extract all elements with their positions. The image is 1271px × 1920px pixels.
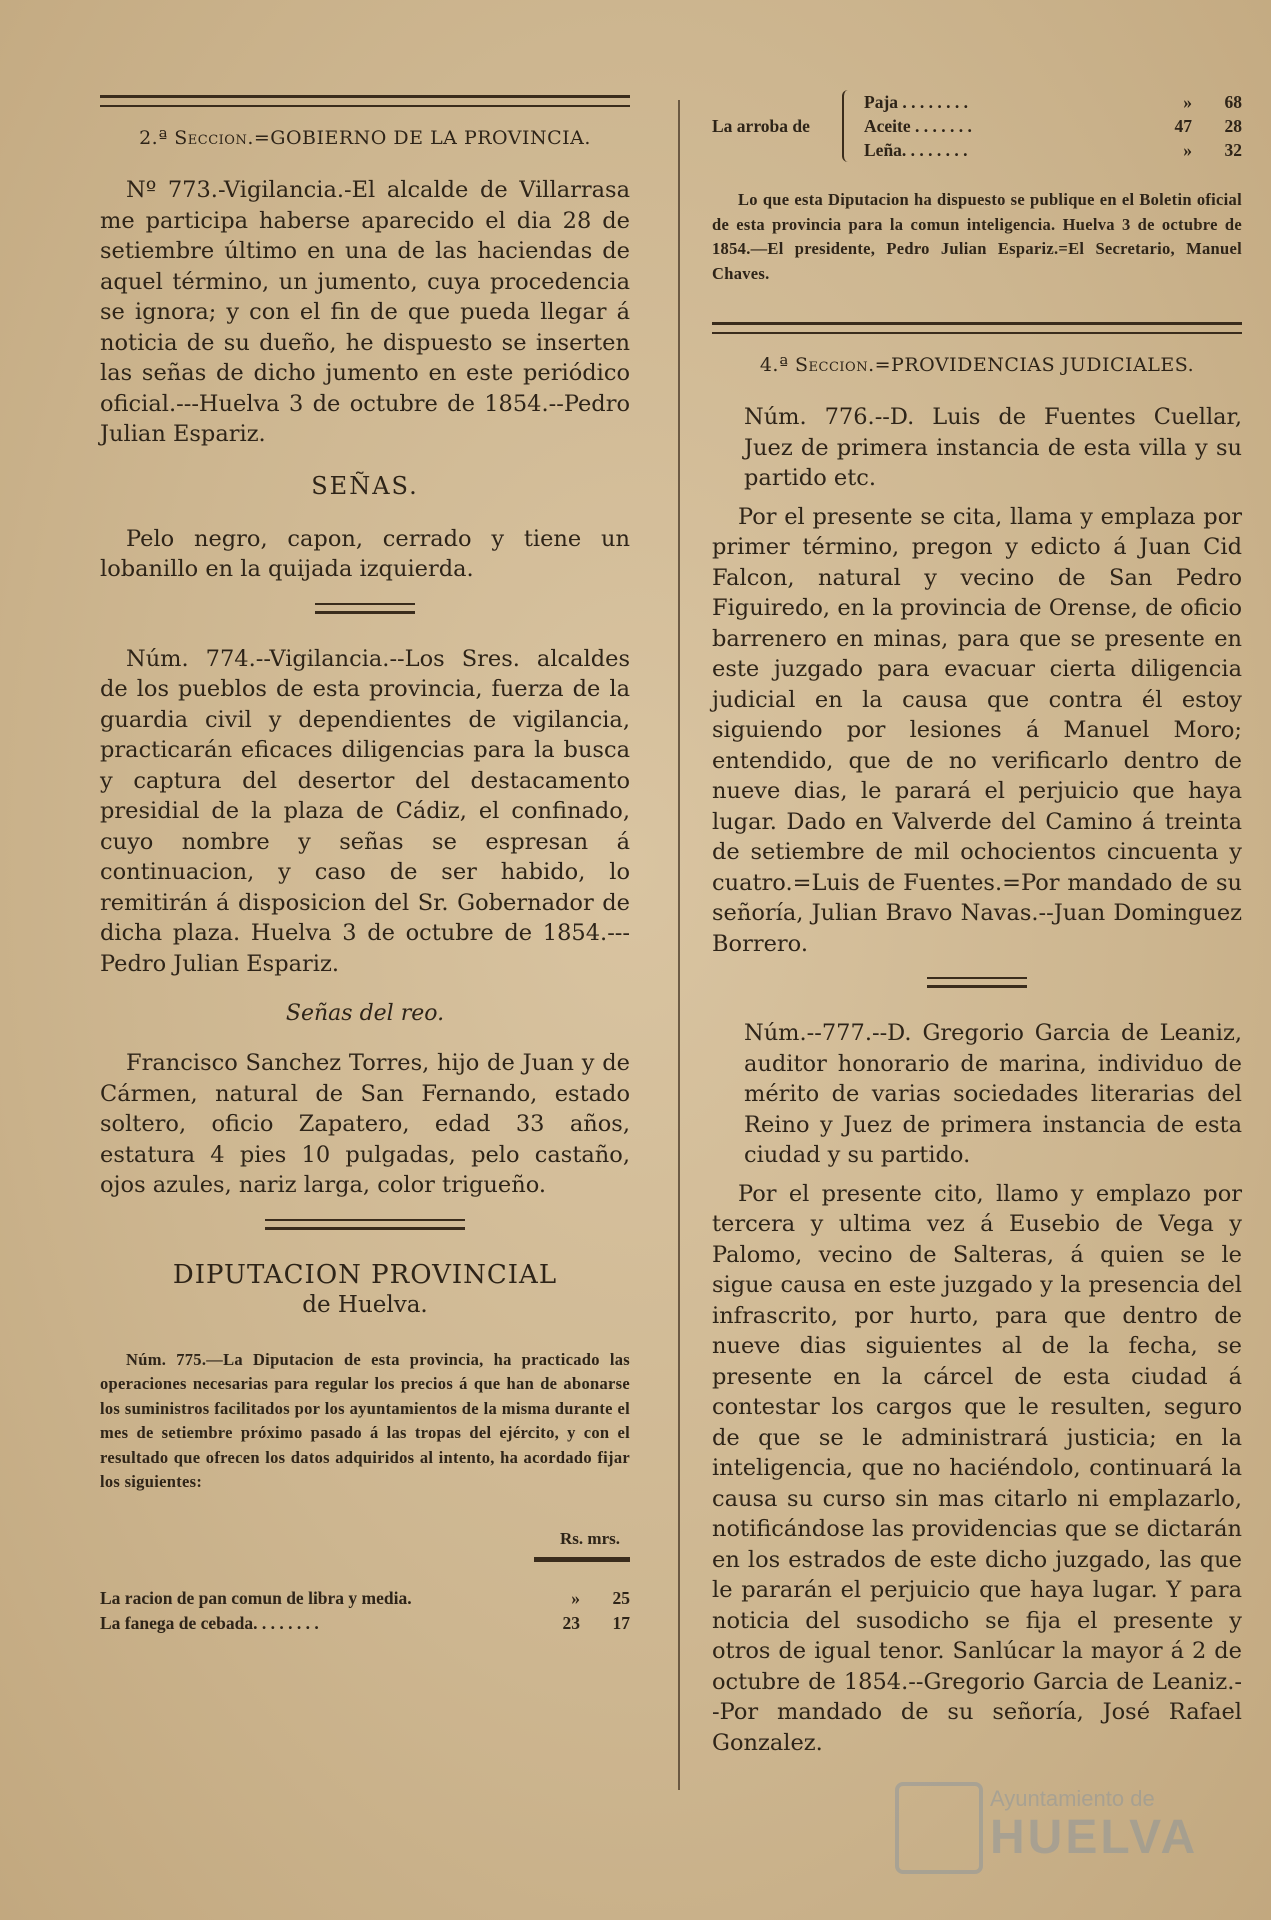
arroba-item-rs: » bbox=[1183, 92, 1192, 112]
arroba-row bbox=[864, 90, 1242, 114]
left-column bbox=[100, 95, 630, 1636]
reo-text: Francisco Sanchez Torres, hijo de Juan y de Cármen, natural de San Fernando, estado soltero, oficio Zapatero, edad 33 años, estatura 4 pies 10 pulgadas, pelo castaño, ojos azules, nariz larga, color trigueño. bbox=[100, 1050, 630, 1198]
arroba-item-mrs: 28 bbox=[1224, 116, 1242, 136]
section-heading-gobierno: 2.ª Seccion.=GOBIERNO DE LA PROVINCIA. bbox=[139, 127, 591, 149]
notice-776-body: Por el presente se cita, llama y emplaza por primer término, pregon y edicto á Juan Cid Falcon, natural y vecino de San Pedro Figuiredo, en la provincia de Orense, de oficio barrenero en minas, para que se presente en este juzgado para evacuar cierta diligencia judicial en la causa que contra él estoy siguiendo por lesiones á Manuel Moro; entendido, que de no verificarlo dentro de nueve dias, le parará el perjuicio que haya lugar. Dado en Valverde del Camino á treinta de setiembre de mil ochocientos cincuenta y cuatro.=Luis de Fuentes.=Por mandado de su señoría, Julian Bravo Navas.--Juan Dominguez Borrero. bbox=[712, 503, 1242, 957]
diputacion-title: DIPUTACION PROVINCIAL bbox=[172, 1259, 558, 1290]
notice-776-heading: Núm. 776.--D. Luis de Fuentes Cuellar, Juez de primera instancia de esta villa y su partido etc. bbox=[744, 404, 1242, 491]
senas-text: Pelo negro, capon, cerrado y tiene un lobanillo en la quijada izquierda. bbox=[100, 525, 630, 582]
notice-773: Nº 773.-Vigilancia.-El alcalde de Villarrasa me participa haberse aparecido el dia 28 de setiembre último en una de las haciendas de aquel término, un jumento, cuya procedencia se ignora; y con el fin de que pueda llegar á noticia de su dueño, he dispuesto se inserten las señas de dicho jumento en este periódico oficial.---Huelva 3 de octubre de 1854.--Pedro Julian Espariz. bbox=[100, 177, 630, 447]
watermark-line1: Ayuntamiento de bbox=[990, 1786, 1155, 1811]
archive-watermark bbox=[880, 1780, 1240, 1870]
notice-775: Núm. 775.—La Diputacion de esta provincia, ha practicado las operaciones necesarias para regular los precios á que han de abonarse los suministros facilitados por los ayuntamientos de la misma durante el mes de setiembre próximo pasado á las tropas del ejército, y con el resultado que ofrecen los datos adquiridos al intento, ha acordado fijar los siguientes: bbox=[100, 1349, 630, 1491]
price-rs: » bbox=[571, 1587, 580, 1608]
notice-777-heading: Núm.--777.--D. Gregorio Garcia de Leaniz, auditor honorario de marina, individuo de mérito de varias sociedades literarias del Reino y Juez de primera instancia de esta ciudad y su partido. bbox=[744, 1020, 1242, 1168]
diputacion-subtitle: de Huelva. bbox=[302, 1291, 428, 1318]
diputacion-note: Lo que esta Diputacion ha dispuesto se publique en el Boletin oficial de esta provincia para la comun inteligencia. Huelva 3 de octubre de 1854.—El presidente, Pedro Julian Espariz.=El Secretario, Manuel Chaves. bbox=[712, 190, 1242, 283]
arroba-item-mrs: 68 bbox=[1224, 92, 1242, 112]
senas-heading: SEÑAS. bbox=[311, 471, 419, 500]
watermark-line2: HUELVA bbox=[990, 1811, 1199, 1864]
rs-rule bbox=[534, 1557, 630, 1562]
rs-mrs-header: Rs. mrs. bbox=[560, 1528, 620, 1548]
arroba-label: La arroba de bbox=[712, 116, 810, 136]
brace bbox=[842, 90, 856, 162]
column-divider bbox=[678, 100, 680, 1790]
top-rule bbox=[100, 95, 630, 107]
arroba-price-table bbox=[712, 90, 1242, 162]
right-column bbox=[712, 90, 1242, 1766]
price-mrs: 25 bbox=[612, 1587, 630, 1608]
notice-774: Núm. 774.--Vigilancia.--Los Sres. alcaldes de los pueblos de esta provincia, fuerza de la guardia civil y dependientes de vigilancia, practicarán eficaces diligencias para la busca y captura del desertor del destacamento presidial de la plaza de Cádiz, el confinado, cuyo nombre y señas se espresan á continuacion, y caso de ser habido, lo remitirán á disposicion del Sr. Gobernador de dicha plaza. Huelva 3 de octubre de 1854.---Pedro Julian Espariz. bbox=[100, 645, 630, 977]
price-mrs: 17 bbox=[612, 1612, 630, 1633]
section-rule bbox=[712, 322, 1242, 334]
divider-rule bbox=[315, 603, 415, 614]
arroba-row bbox=[864, 114, 1242, 138]
notice-777-body: Por el presente cito, llamo y emplazo por tercera y ultima vez á Eusebio de Vega y Palomo, vecino de Salteras, á quien se le sigue causa en este juzgado y la presencia del infrascrito, por hurto, para que dentro de nueve dias siguientes al de la fecha, se presente en la cárcel de esta ciudad á contestar los cargos que le resulten, seguro de que se le administrará justicia; en la inteligencia, que no haciéndolo, continuará la causa su curso sin mas citarlo ni emplazarlo, notificándose las providencias que se dictarán en los estrados de este dicho juzgado, las que le pararán el perjuicio que haya lugar. Y para noticia del susodicho se fija el presente y otros de igual tenor. Sanlúcar la mayor á 2 de octubre de 1854.--Gregorio Garcia de Leaniz.--Por mandado de su señoría, José Rafael Gonzalez. bbox=[712, 1180, 1242, 1756]
price-row bbox=[100, 1611, 630, 1636]
arroba-items bbox=[864, 90, 1242, 162]
section-heading-judiciales: 4.ª Seccion.=PROVIDENCIAS JUDICIALES. bbox=[759, 354, 1195, 376]
divider-rule bbox=[265, 1219, 465, 1230]
reo-heading: Señas del reo. bbox=[285, 1001, 445, 1026]
price-label: La fanega de cebada. . . . . . . . bbox=[100, 1612, 319, 1633]
divider-rule bbox=[927, 977, 1027, 988]
arroba-row bbox=[864, 138, 1242, 162]
arroba-item-label: Aceite . . . . . . . bbox=[864, 116, 972, 136]
arroba-item-label: Leña. . . . . . . . bbox=[864, 140, 968, 160]
arroba-item-label: Paja . . . . . . . . bbox=[864, 92, 969, 112]
arroba-item-mrs: 32 bbox=[1224, 140, 1242, 160]
price-rs: 23 bbox=[562, 1612, 580, 1633]
price-row bbox=[100, 1586, 630, 1611]
price-label: La racion de pan comun de libra y media. bbox=[100, 1587, 412, 1608]
arroba-item-rs: 47 bbox=[1174, 116, 1192, 136]
shield-logo-icon bbox=[895, 1782, 983, 1874]
arroba-item-rs: » bbox=[1183, 140, 1192, 160]
